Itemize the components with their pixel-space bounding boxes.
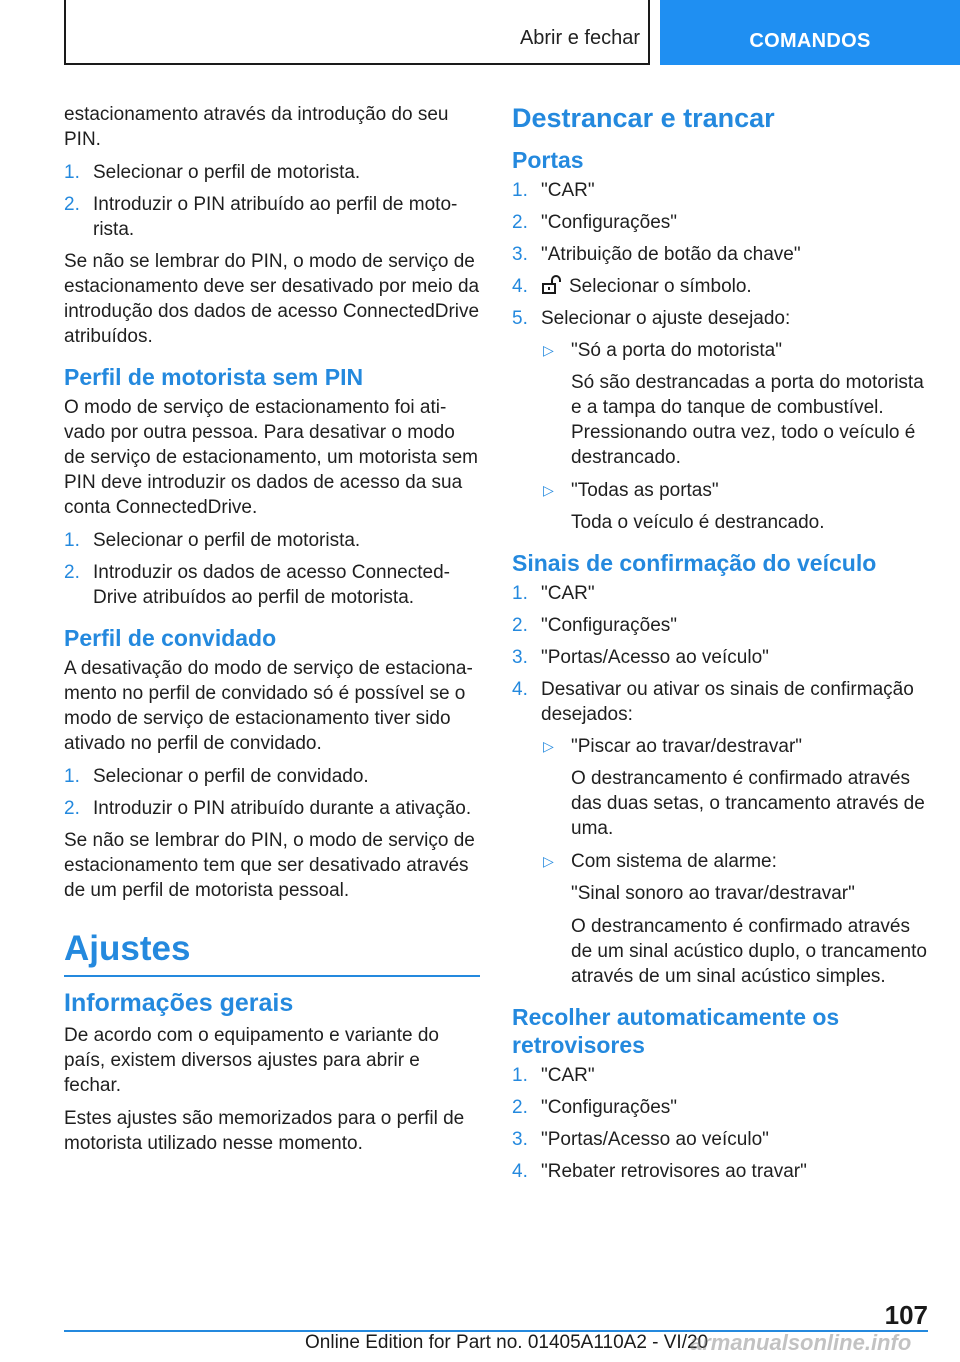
step-number: 4. <box>512 679 528 700</box>
right-column <box>512 102 932 1191</box>
triangle-right-icon: ▷ <box>543 342 554 358</box>
step-number: 4. <box>512 1161 528 1182</box>
sub-option <box>541 338 932 363</box>
step-number: 1. <box>64 530 80 551</box>
heading-fold-mirrors: Recolher automaticamente os retrovisores <box>512 1004 840 1058</box>
step-text: "Portas/Acesso ao veículo" <box>541 1129 769 1150</box>
step-number: 4. <box>512 276 528 297</box>
step-number: 3. <box>512 647 528 668</box>
page-number: 107 <box>884 1300 928 1330</box>
sub-options <box>541 734 932 989</box>
heading-general-info: Informações gerais <box>64 989 294 1017</box>
heading-settings: Ajustes <box>64 929 480 977</box>
list-item <box>64 192 480 242</box>
list-item <box>64 528 480 553</box>
step-number: 2. <box>512 615 528 636</box>
step-text: Selecionar o ajuste desejado: <box>541 308 791 329</box>
paragraph: A desativação do modo de serviço de estacionamento no perfil de convidado só é possível se o modo de serviço de estacionamento tiver sido ativado no perfil de convidado. <box>64 658 473 754</box>
list-item <box>512 677 932 989</box>
intro-paragraph: estacionamento através da introdução do seu PIN. <box>64 104 449 150</box>
list-item <box>64 796 480 821</box>
steps-list-guest <box>64 764 480 821</box>
list-item <box>512 581 932 606</box>
option-description: O destrancamento é confirmado através das duas setas, o trancamento através de uma. <box>571 768 925 839</box>
option-description: Toda o veículo é destrancado. <box>571 512 825 533</box>
step-number: 2. <box>512 1097 528 1118</box>
watermark: armanualsonline.info <box>690 1330 912 1355</box>
list-item <box>512 645 932 670</box>
paragraph: Estes ajustes são memorizados para o perfil de motorista utilizado nesse momento. <box>64 1108 465 1154</box>
option-description: O destrancamento é confirmado através de um sinal acústico duplo, o trancamento através de um sinal acústico simples. <box>571 916 927 987</box>
step-text: Introduzir o PIN atribuído durante a ativação. <box>93 798 472 819</box>
list-item <box>512 1095 932 1120</box>
steps-list-doors <box>512 178 932 535</box>
step-text: "CAR" <box>541 583 595 604</box>
step-number: 2. <box>512 212 528 233</box>
paragraph: Se não se lembrar do PIN, o modo de serviço de estacionamento tem que ser desativado através de um perfil de motorista pessoal. <box>64 830 475 901</box>
footer-edition: Online Edition for Part no. 01405A110A2 - VI/20 <box>305 1332 709 1353</box>
option-label: "Só a porta do motorista" <box>571 340 782 361</box>
steps-list-pin <box>64 160 480 242</box>
list-item <box>512 210 932 235</box>
list-item <box>512 613 932 638</box>
list-item <box>512 306 932 535</box>
step-text: "Rebater retrovisores ao travar" <box>541 1161 807 1182</box>
step-number: 1. <box>64 162 80 183</box>
list-item <box>64 560 480 610</box>
triangle-right-icon: ▷ <box>543 853 554 869</box>
heading-guest-profile: Perfil de convidado <box>64 625 277 651</box>
step-text: "CAR" <box>541 1065 595 1086</box>
sub-options <box>541 338 932 535</box>
list-item <box>512 274 932 299</box>
step-text: "Configurações" <box>541 615 678 636</box>
step-text: Introduzir o PIN atribuído ao perfil de motorista. <box>93 194 458 240</box>
paragraph: De acordo com o equipamento e variante do país, existem diversos ajustes para abrir e fechar. <box>64 1025 439 1096</box>
step-text: "Atribuição de botão da chave" <box>541 244 801 265</box>
option-label: "Todas as portas" <box>571 480 719 501</box>
list-item <box>512 1063 932 1088</box>
step-number: 3. <box>512 1129 528 1150</box>
step-text: "Configurações" <box>541 1097 678 1118</box>
list-item <box>64 160 480 185</box>
header-right-tick <box>648 0 650 65</box>
option-label: Com sistema de alarme: <box>571 851 777 872</box>
sub-option <box>541 849 932 874</box>
step-text: Introduzir os dados de acesso ConnectedDrive atribuídos ao perfil de motorista. <box>93 562 450 608</box>
step-number: 2. <box>64 562 80 583</box>
heading-unlock-lock: Destrancar e trancar <box>512 103 775 133</box>
steps-list-signals <box>512 581 932 989</box>
left-column <box>64 102 480 1164</box>
header-section-title: Abrir e fechar <box>519 27 640 49</box>
triangle-right-icon: ▷ <box>543 738 554 754</box>
list-item <box>512 178 932 203</box>
step-text: Desativar ou ativar os sinais de confirmação desejados: <box>541 679 914 725</box>
step-number: 3. <box>512 244 528 265</box>
heading-driver-no-pin: Perfil de motorista sem PIN <box>64 364 364 390</box>
option-label: "Piscar ao travar/destravar" <box>571 736 803 757</box>
list-item <box>64 764 480 789</box>
step-text: "CAR" <box>541 180 595 201</box>
heading-doors: Portas <box>512 147 584 173</box>
step-text: "Configurações" <box>541 212 678 233</box>
step-number: 1. <box>512 180 528 201</box>
step-text: Selecionar o perfil de motorista. <box>93 162 361 183</box>
header-left-tick <box>64 0 66 65</box>
step-text: "Portas/Acesso ao veículo" <box>541 647 769 668</box>
header-rule <box>64 63 650 65</box>
step-text: Selecionar o símbolo. <box>569 276 752 297</box>
step-number: 1. <box>512 1065 528 1086</box>
paragraph: Se não se lembrar do PIN, o modo de serviço de estacionamento deve ser desativado por meio da introdução dos dados de acesso ConnectedDrive atribuídos. <box>64 251 480 347</box>
step-text: Selecionar o perfil de motorista. <box>93 530 361 551</box>
lock-icon <box>541 275 563 295</box>
list-item <box>512 242 932 267</box>
steps-list-mirrors <box>512 1063 932 1184</box>
option-description: "Sinal sonoro ao travar/destravar" <box>571 883 855 904</box>
option-description: Só são destrancadas a porta do motorista e a tampa do tanque de combustível. Pressionando outra vez, todo o veículo é destrancado. <box>571 372 924 468</box>
sub-option <box>541 478 932 503</box>
list-item <box>512 1159 932 1184</box>
step-number: 5. <box>512 308 528 329</box>
step-number: 1. <box>64 766 80 787</box>
header-chapter-tab[interactable]: COMANDOS <box>660 0 960 65</box>
triangle-right-icon: ▷ <box>543 482 554 498</box>
step-number: 2. <box>64 194 80 215</box>
steps-list-no-pin <box>64 528 480 610</box>
step-text: Selecionar o perfil de convidado. <box>93 766 369 787</box>
step-number: 1. <box>512 583 528 604</box>
heading-confirmation-signals: Sinais de confirmação do veículo <box>512 550 877 576</box>
list-item <box>512 1127 932 1152</box>
paragraph: O modo de serviço de estacionamento foi ativado por outra pessoa. Para desativar o modo de serviço de estacionamento, um motorista sem PIN deve introduzir os dados de acesso da sua conta ConnectedDrive. <box>64 397 478 518</box>
sub-option <box>541 734 932 759</box>
step-number: 2. <box>64 798 80 819</box>
